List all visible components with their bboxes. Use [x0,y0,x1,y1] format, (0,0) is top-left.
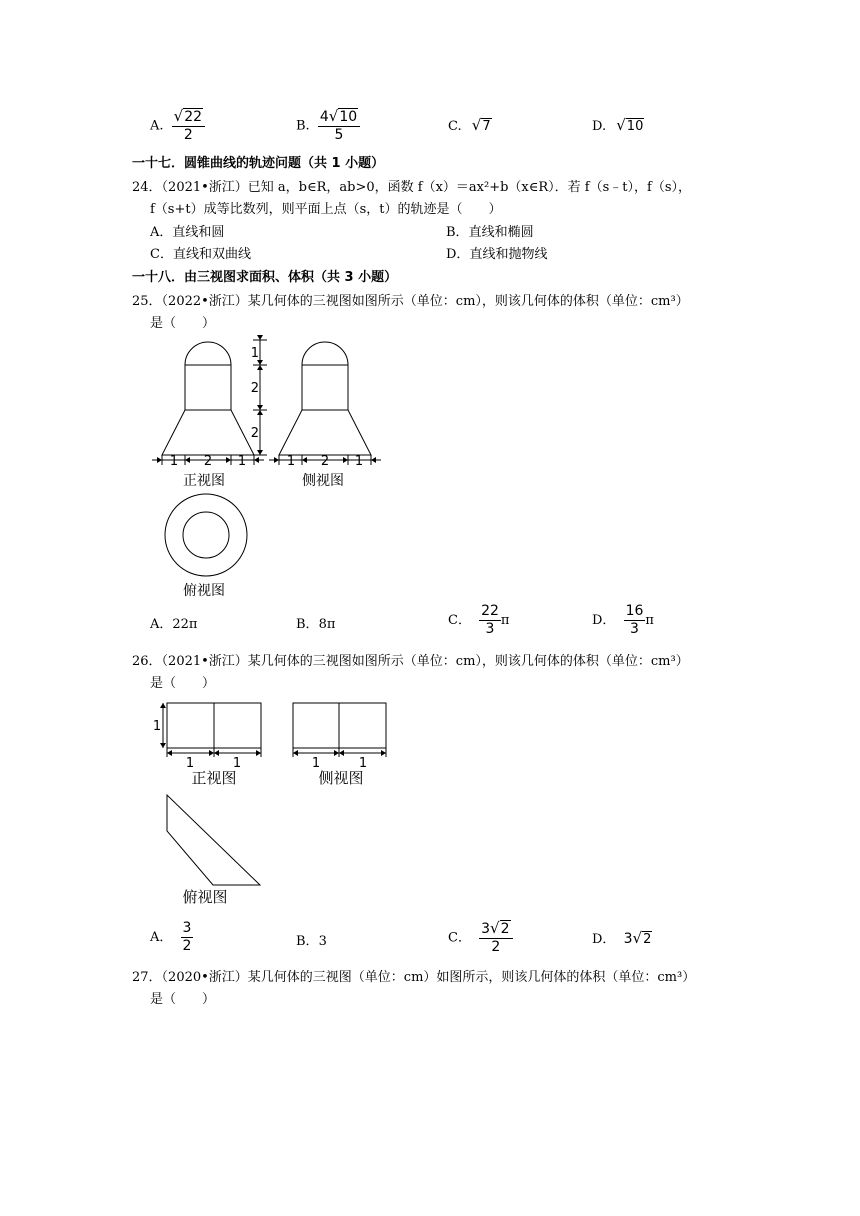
q26-option-a[interactable]: A． $\frac{3}{2}$ [150,920,192,954]
fraction: $\frac{3}{2}$ [182,920,192,954]
q25-option-a[interactable]: A．22π [150,617,198,632]
q25-stem-line1: 25．（2022•浙江）某几何体的三视图如图所示（单位：cm），则该几何体的体积（单位：cm³） [132,294,689,309]
dim-label: 1 [311,756,321,771]
q23-option-c[interactable] [448,116,492,134]
q26-option-c[interactable]: C． $\frac{3√2}{2}$ [448,920,513,956]
section-title-17: 一十七．圆锥曲线的轨迹问题（共 1 小题） [132,156,385,171]
q26-stem-line2: 是（ ） [150,676,216,691]
dim-label: 1 [152,719,162,734]
q24-option-d[interactable]: D．直线和抛物线 [446,247,548,262]
q27-stem-line2: 是（ ） [150,992,216,1007]
top-view-trapezoid [167,795,260,885]
fraction: $\frac{3√2}{2}$ [479,920,512,956]
q23-option-a[interactable] [150,108,205,144]
q23-option-b[interactable] [296,108,360,144]
top-view-label: 俯视图 [183,583,225,599]
sqrt: √7 [471,116,491,134]
dim-label: 2 [250,381,259,396]
option-letter: D. [592,119,607,134]
dim-label: 1 [286,454,296,469]
q25-stem-line2: 是（ ） [150,316,216,331]
dim-label: 1 [232,756,242,771]
q24-option-a[interactable]: A．直线和圆 [150,225,225,240]
q24-stem-line2: f（s+t）成等比数列，则平面上点（s，t）的轨迹是（ ） [150,202,502,217]
side-view-label: 侧视图 [318,769,364,787]
front-frustum [162,410,254,455]
option-letter: C. [448,119,462,134]
q24-stem-line1: 24．（2021•浙江）已知 a，b∈R，ab>0，函数 f（x）＝ax²+b（x∈R）．若 f（s﹣t），f（s）， [132,180,691,195]
q23-option-d[interactable] [592,116,644,134]
q26-stem-line1: 26．（2021•浙江）某几何体的三视图如图所示（单位：cm），则该几何体的体积（单位：cm³） [132,654,689,669]
dim-label: 2 [250,426,259,441]
q26-three-view-figure [145,695,395,910]
q26-option-d[interactable]: D． 3√2 [592,929,652,947]
top-outer-circle [165,494,247,576]
top-inner-circle [183,512,229,558]
q25-option-d[interactable]: D． $\frac{16}{3}$ π [592,603,654,637]
dim-label: 1 [237,454,247,469]
front-view-label: 正视图 [191,769,237,787]
front-dome [185,342,231,365]
option-letter: A. [150,118,164,134]
dim-label: 1 [185,756,195,771]
side-cylinder [302,365,348,410]
dim-label: 2 [203,454,213,469]
dim-label: 1 [358,756,368,771]
side-dome [302,342,348,365]
fraction: $\frac{√22}{2}$ [172,108,205,144]
q25-three-view-figure [140,330,390,605]
q26-option-b[interactable]: B．3 [296,934,327,949]
dim-label: 1 [354,454,364,469]
option-letter: B. [296,118,310,134]
q24-option-b[interactable]: B．直线和椭圆 [446,225,534,240]
sqrt: √10 [616,116,644,134]
section-title-18: 一十八．由三视图求面积、体积（共 3 小题） [132,270,398,285]
q27-stem-line1: 27．（2020•浙江）某几何体的三视图（单位：cm）如图所示，则该几何体的体积（单位：cm³） [132,970,696,985]
fraction: $\frac{4√10}{5}$ [318,108,360,144]
dim-label: 2 [320,454,330,469]
q25-option-c[interactable]: C． $\frac{22}{3}$ π [448,603,510,637]
side-frustum [279,410,371,455]
top-view-label: 俯视图 [182,888,228,906]
q24-option-c[interactable]: C．直线和双曲线 [150,247,251,262]
side-view-label: 侧视图 [302,473,344,489]
dim-label: 1 [169,454,179,469]
fraction: $\frac{16}{3}$ [625,603,644,637]
dim-label: 1 [250,346,259,361]
front-cylinder [185,365,231,410]
fraction: $\frac{22}{3}$ [481,603,499,637]
front-view-label: 正视图 [183,473,225,489]
q25-option-b[interactable]: B．8π [296,617,336,632]
sqrt: √2 [632,929,652,947]
